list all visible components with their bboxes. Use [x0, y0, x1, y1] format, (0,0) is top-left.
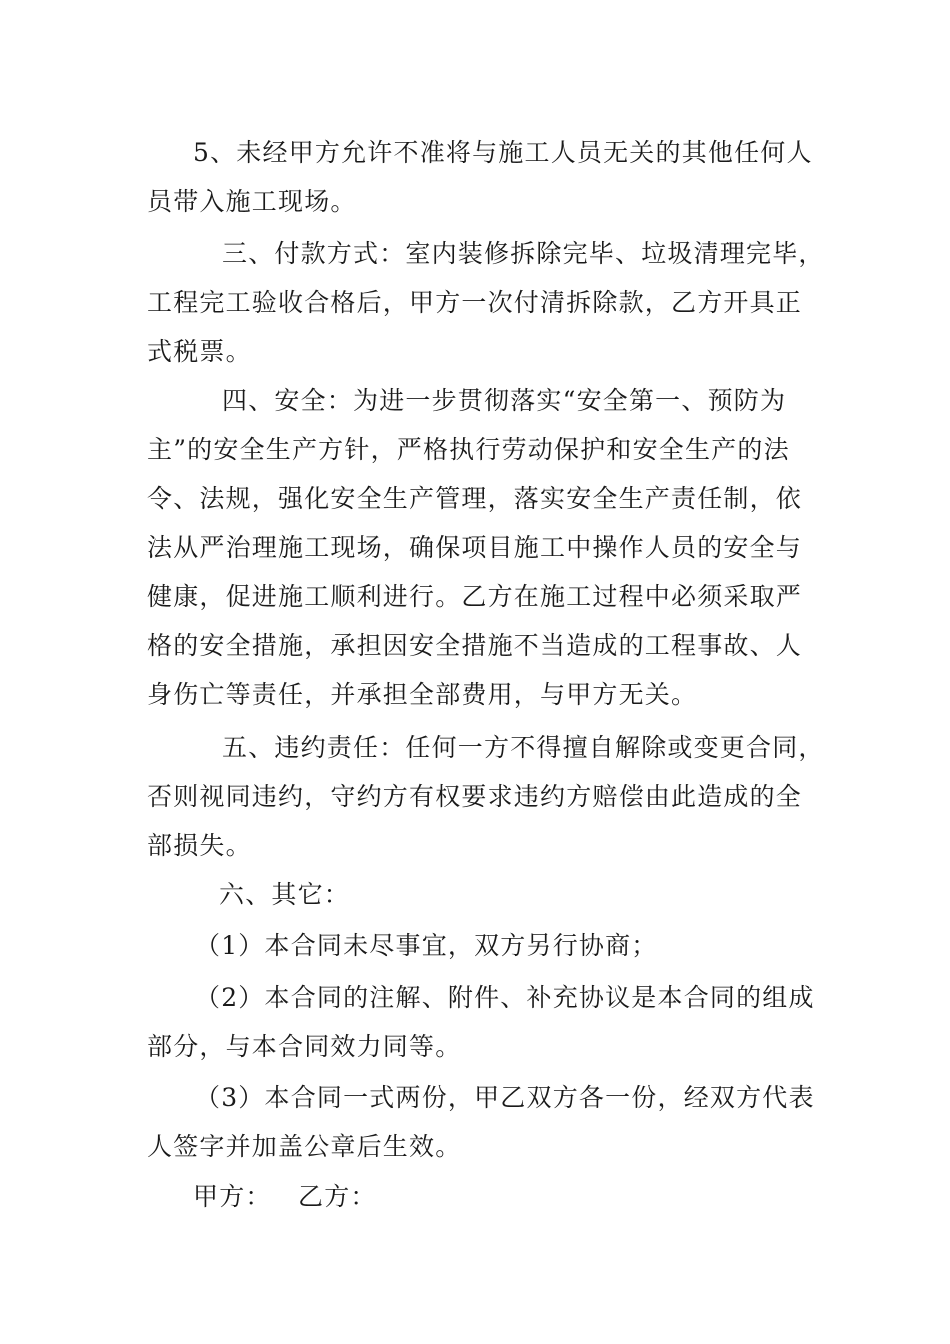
safety-line-3: 令、法规，强化安全生产管理，落实安全生产责任制，依 [147, 484, 803, 513]
payment-line-2: 工程完工验收合格后，甲方一次付清拆除款，乙方开具正 [147, 288, 803, 317]
party-b-label: 乙方： [298, 1182, 377, 1211]
other-heading: 六、其它： [219, 880, 351, 909]
item-5-line-1: 5、未经甲方允许不准将与施工人员无关的其他任何人 [193, 138, 813, 167]
payment-line-3: 式税票。 [147, 337, 252, 366]
clause-3-line-1: （3）本合同一式两份，甲乙双方各一份，经双方代表 [195, 1083, 815, 1112]
safety-line-5: 健康，促进施工顺利进行。乙方在施工过程中必须采取严 [147, 582, 803, 611]
liability-line-1: 五、违约责任：任何一方不得擅自解除或变更合同， [222, 733, 825, 762]
safety-line-6: 格的安全措施，承担因安全措施不当造成的工程事故、人 [147, 631, 803, 660]
safety-line-4: 法从严治理施工现场，确保项目施工中操作人员的安全与 [147, 533, 803, 562]
safety-line-7: 身伤亡等责任，并承担全部费用，与甲方无关。 [147, 680, 698, 709]
liability-line-2: 否则视同违约，守约方有权要求违约方赔偿由此造成的全 [147, 782, 803, 811]
item-5-line-2: 员带入施工现场。 [147, 187, 357, 216]
clause-3-line-2: 人签字并加盖公章后生效。 [147, 1132, 462, 1161]
liability-line-3: 部损失。 [147, 831, 252, 860]
clause-2-line-1: （2）本合同的注解、附件、补充协议是本合同的组成 [195, 983, 815, 1012]
safety-line-2: 主”的安全生产方针，严格执行劳动保护和安全生产的法 [147, 435, 790, 464]
payment-line-1: 三、付款方式：室内装修拆除完毕、垃圾清理完毕， [222, 239, 825, 268]
clause-1-line-1: （1）本合同未尽事宜，双方另行协商； [195, 931, 658, 960]
safety-line-1: 四、安全：为进一步贯彻落实“安全第一、预防为 [222, 386, 787, 415]
clause-2-line-2: 部分，与本合同效力同等。 [147, 1032, 462, 1061]
party-a-label: 甲方： [193, 1182, 272, 1211]
